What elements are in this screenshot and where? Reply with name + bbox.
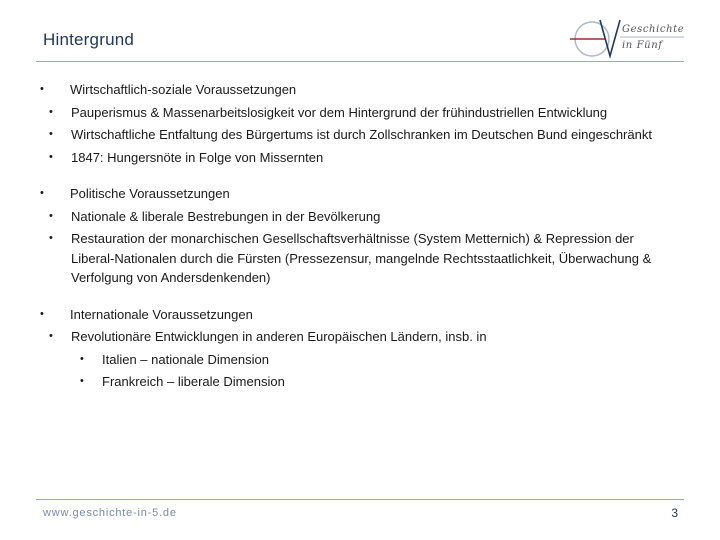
bullet-icon: • — [40, 187, 44, 199]
logo — [566, 16, 690, 62]
list-item — [40, 327, 680, 392]
sub-list-item-text: Frankreich – liberale Dimension — [102, 374, 285, 389]
footer-divider — [36, 499, 684, 500]
list-item — [40, 125, 680, 145]
slide-title: Hintergrund — [43, 30, 135, 49]
footer-url: www.geschichte-in-5.de — [43, 507, 177, 519]
logo-text-line2: in Fünf — [622, 40, 663, 51]
bullet-icon: • — [80, 352, 84, 365]
bullet-icon: • — [80, 375, 84, 387]
section-items — [40, 103, 680, 168]
sub-list-item-text: Italien – nationale Dimension — [102, 351, 269, 367]
list-item-text: Pauperismus & Massenarbeitslosigkeit vor dem Hintergrund der frühindustriellen Entwicklung — [71, 104, 608, 120]
bullet-icon: • — [49, 330, 53, 342]
section-3 — [40, 305, 680, 392]
section-1 — [40, 80, 680, 167]
bullet-content — [40, 80, 680, 409]
sub-list-item — [71, 350, 680, 370]
bullet-icon: • — [49, 209, 53, 222]
section-heading-text: Internationale Voraussetzungen — [70, 306, 253, 322]
section-items — [40, 327, 680, 392]
bullet-icon: • — [49, 128, 53, 140]
list-item-text: Wirtschaftliche Entfaltung des Bürgertums ist durch Zollschranken im Deutschen Bund eingeschränkt — [71, 127, 652, 142]
list-item-text: Nationale & liberale Bestrebungen in der Bevölkerung — [71, 208, 381, 224]
section-heading-text: Wirtschaftlich-soziale Voraussetzungen — [70, 82, 297, 97]
list-item-text: 1847: Hungersnöte in Folge von Missernten — [71, 149, 324, 165]
section-heading — [40, 305, 680, 325]
bullet-icon: • — [49, 232, 53, 244]
section-2 — [40, 184, 680, 288]
sub-items — [71, 350, 680, 392]
list-item — [40, 103, 680, 123]
section-heading — [40, 80, 680, 100]
section-heading-text: Politische Voraussetzungen — [70, 186, 230, 201]
list-item — [40, 148, 680, 168]
page-number: 3 — [671, 506, 678, 520]
bullet-icon: • — [49, 150, 53, 163]
bullet-icon: • — [40, 307, 44, 320]
section-heading — [40, 184, 680, 204]
sub-list-item — [71, 372, 680, 392]
bullet-icon: • — [40, 83, 44, 95]
list-item-text: Revolutionäre Entwicklungen in anderen Europäischen Ländern, insb. in — [71, 329, 487, 344]
list-item-text: Restauration der monarchischen Gesellschaftsverhältnisse (System Metternich) & Repression der Liberal-Nationalen durch die Fürsten (Pressezensur, mangelnde Rechtsstaatlichkeit, Überwachung & Verfolgung von Andersdenkenden) — [71, 231, 652, 285]
list-item — [40, 229, 680, 288]
bullet-icon: • — [49, 105, 53, 118]
logo-mark-icon — [566, 16, 690, 62]
section-items — [40, 207, 680, 288]
logo-text-line1: Geschichte — [622, 24, 685, 35]
list-item — [40, 207, 680, 227]
